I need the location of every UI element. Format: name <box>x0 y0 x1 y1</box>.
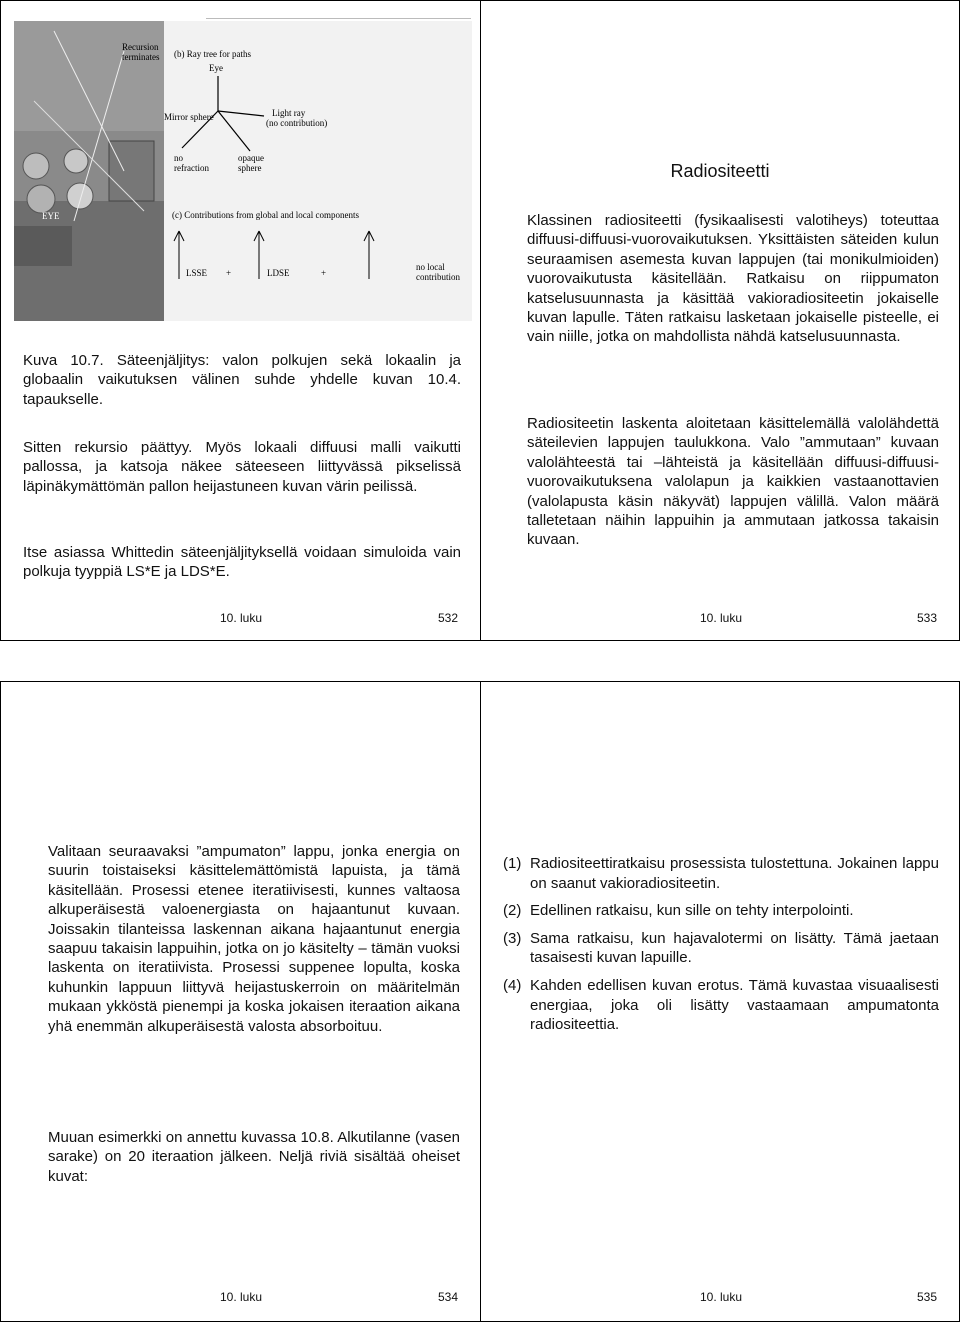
top-rule <box>206 18 471 19</box>
footer-page-number: 535 <box>917 1290 938 1304</box>
label-light-ray: Light ray <box>272 108 306 118</box>
label-eye-side: EYE <box>42 211 60 221</box>
footer-chapter: 10. luku <box>700 611 743 625</box>
label-no-local: no local <box>416 262 445 272</box>
slide-title: Radiositeetti <box>670 161 770 181</box>
label-eye-top: Eye <box>209 63 223 73</box>
footer-page-number: 534 <box>438 1290 459 1304</box>
slide-535 <box>480 681 960 1322</box>
label-plus-2: + <box>321 268 327 278</box>
label-terminates: terminates <box>122 52 160 62</box>
label-no: no <box>174 153 183 163</box>
slide-532 <box>0 0 481 641</box>
list-item-number: (3) <box>503 929 522 947</box>
list-item-number: (4) <box>503 976 522 994</box>
label-ray-tree: (b) Ray tree for paths <box>174 49 251 59</box>
paragraph-1: Valitaan seuraavaksi ”ampumaton” lappu, jonka energia on suurin toistaiseksi käsittelemättömistä lapuista, ja tämä käsitellään. Prosessi etenee iteratiivisesti, kunnes valtaosa alkuperäisestä valoenergiasta on hajaantunut kuvaan. Joissakin tilanteissa laskennan aikana hajaantunut energia saapuu takaisin lappuihin, jotka on jo käsitelty – tämän vuoksi laskenta on iteratiivista. Prosessi suppenee lopulta, koska kuhunkin lappuun liittyvä heijastuskerroin on määritelmän mukaan ykköstä pienempi ja koska jokaisen iteraation aikana yhä enemmän alkuperäisestä valosta absorboituu. <box>48 843 460 1035</box>
label-recursion: Recursion <box>122 42 159 52</box>
footer-chapter: 10. luku <box>220 1290 263 1304</box>
list-item <box>503 976 939 1035</box>
list-item-text: Kahden edellisen kuvan erotus. Tämä kuvastaa visuaalisesti energiaa, joka oli lisätty vastaamaan ampumatonta radiositeettia. <box>530 976 939 1034</box>
label-ldse: LDSE <box>267 268 290 278</box>
label-opaque: opaque <box>238 153 264 163</box>
list-item <box>503 929 939 968</box>
label-lsse: LSSE <box>186 268 208 278</box>
slide-534 <box>0 681 481 1322</box>
footer-page-number: 533 <box>917 611 938 625</box>
label-no-contribution: (no contribution) <box>266 118 328 128</box>
slide-533 <box>480 0 960 641</box>
paragraph-1: Sitten rekursio päättyy. Myös lokaali diffuusi malli vaikutti pallossa, ja katsoja näkee säteeseen liittyvässä pikselissä läpinäkymättömän pallon heijastuneen kuvan värin peilissä. <box>23 439 461 495</box>
label-contribution: contribution <box>416 272 460 282</box>
label-contributions: (c) Contributions from global and local components <box>172 210 359 220</box>
footer-chapter: 10. luku <box>700 1290 743 1304</box>
footer-page-number: 532 <box>438 611 459 625</box>
label-refraction: refraction <box>174 163 209 173</box>
figure-caption: Kuva 10.7. Säteenjäljitys: valon polkujen sekä lokaalin ja globaalin vaikutuksen välinen suhde yhdelle kuvan 10.4. tapaukselle. <box>23 352 461 408</box>
list-item <box>503 901 939 921</box>
paragraph-2: Radiositeetin laskenta aloitetaan käsittelemällä valolähdettä säteilevien lappujen taulukkona. Valo ”ammutaan” kuvaan valolähteestä tai –lähteistä ja käsitellään diffuusi-diffuusi-vuorovaikutuksena valolapun ja kaikkien vastaanottavien (valolapusta käsin näkyvät) lappujen välillä. Valon määrä talletetaan näihin lappuihin ja ammutaan jatkossa takaisin kuvaan. <box>527 415 939 549</box>
list-item-number: (1) <box>503 855 522 872</box>
ray-tree-figure <box>14 21 472 321</box>
numbered-list <box>503 854 939 1043</box>
list-item-text: Radiositeettiratkaisu prosessista tulostettuna. Jokainen lappu on saanut vakioradiositeetin. <box>530 855 939 892</box>
label-mirror-sphere: Mirror sphere <box>164 112 214 122</box>
paragraph-1: Klassinen radiositeetti (fysikaalisesti valotiheys) toteuttaa diffuusi-diffuusi-vuorovaikutuksen. Yksittäisten säteiden kulun seuraamisen asemesta kuvan lappujen (tai monikulmioiden) vuorovaikutusta käsitellään. Ratkaisu on riippumaton katselusuunnasta ja käsittää vakioradiositeetin jokaiselle kuvan lapulle. Täten ratkaisu lasketaan jokaiselle pisteelle, ei vain niille, jotka on mahdollista nähdä katselusuunnasta. <box>527 212 939 346</box>
label-plus-1: + <box>226 268 232 278</box>
label-sphere: sphere <box>238 163 262 173</box>
footer-chapter: 10. luku <box>220 611 263 625</box>
paragraph-2: Muuan esimerkki on annettu kuvassa 10.8. Alkutilanne (vasen sarake) on 20 iteraation jälkeen. Neljä riviä sisältää oheiset kuvat: <box>48 1129 460 1185</box>
paragraph-2: Itse asiassa Whittedin säteenjäljityksellä voidaan simuloida vain polkuja tyyppiä LS*E ja LDS*E. <box>23 544 461 581</box>
list-item-number: (2) <box>503 902 522 920</box>
list-item-text: Edellinen ratkaisu, kun sille on tehty interpolointi. <box>530 902 854 920</box>
list-item-text: Sama ratkaisu, kun hajavalotermi on lisätty. Tämä jaetaan tasaisesti kuvan lapuille. <box>530 929 939 967</box>
list-item <box>503 854 939 893</box>
